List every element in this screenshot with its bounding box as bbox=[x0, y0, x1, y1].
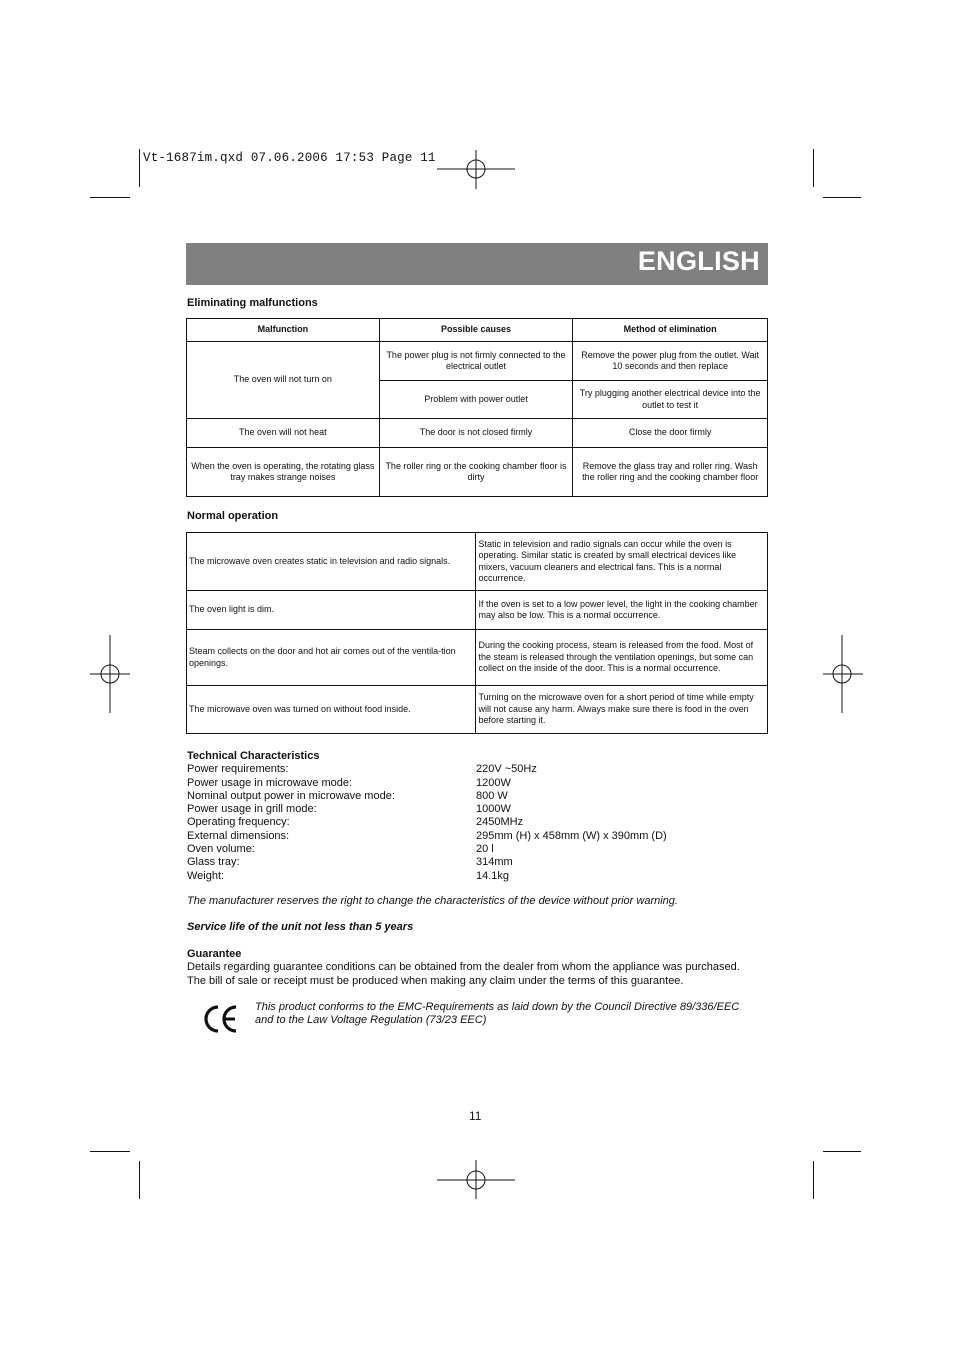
cause-cell: The power plug is not firmly connected to the electrical outlet bbox=[379, 342, 573, 381]
spec-value: 295mm (H) x 458mm (W) x 390mm (D) bbox=[476, 829, 667, 842]
column-header: Method of elimination bbox=[573, 319, 768, 342]
column-header: Malfunction bbox=[187, 319, 380, 342]
cause-cell: The door is not closed firmly bbox=[379, 419, 573, 448]
conformity-line-2: and to the Law Voltage Regulation (73/23 EEC) bbox=[255, 1014, 487, 1027]
guarantee-title: Guarantee bbox=[187, 948, 242, 960]
conformity-text bbox=[255, 1001, 739, 1028]
spec-row bbox=[187, 763, 537, 776]
spec-label: Glass tray: bbox=[187, 856, 240, 869]
table-row bbox=[187, 533, 768, 591]
column-header: Possible causes bbox=[379, 319, 573, 342]
spec-value: 1200W bbox=[476, 776, 511, 789]
spec-label: Operating frequency: bbox=[187, 816, 290, 829]
guarantee-section bbox=[187, 948, 740, 988]
technical-title: Technical Characteristics bbox=[187, 750, 320, 762]
method-cell: Remove the power plug from the outlet. Wait 10 seconds and then replace bbox=[573, 342, 768, 381]
malfunctions-title: Eliminating malfunctions bbox=[187, 297, 318, 309]
malfunction-cell: The oven will not heat bbox=[187, 419, 380, 448]
explanation-cell: If the oven is set to a low power level, the light in the cooking chamber may also be low. This is a normal occurrence. bbox=[476, 591, 768, 630]
manufacturer-note: The manufacturer reserves the right to change the characteristics of the device without prior warning. bbox=[187, 895, 678, 907]
spec-value: 314mm bbox=[476, 856, 513, 869]
method-cell: Try plugging another electrical device into the outlet to test it bbox=[573, 381, 768, 419]
malfunction-cell: The oven will not turn on bbox=[187, 342, 380, 419]
spec-row bbox=[187, 869, 510, 883]
situation-cell: The microwave oven was turned on without food inside. bbox=[187, 686, 476, 734]
cause-cell: The roller ring or the cooking chamber floor is dirty bbox=[379, 448, 573, 497]
malfunctions-table bbox=[186, 318, 768, 497]
language-banner bbox=[186, 243, 768, 285]
malfunction-cell: When the oven is operating, the rotating glass tray makes strange noises bbox=[187, 448, 380, 497]
registration-mark-right bbox=[823, 635, 863, 713]
technical-characteristics bbox=[187, 750, 667, 883]
method-cell: Remove the glass tray and roller ring. Wash the roller ring and the cooking chamber floor bbox=[573, 448, 768, 497]
spec-row bbox=[187, 789, 508, 803]
spec-label: Weight: bbox=[187, 869, 225, 882]
service-life-note: Service life of the unit not less than 5 years bbox=[187, 921, 414, 933]
table-row bbox=[187, 448, 768, 497]
conformity-line-1: This product conforms to the EMC-Requirements as laid down by the Council Directive 89/336/EEC bbox=[255, 1001, 740, 1013]
spec-row bbox=[187, 843, 494, 856]
spec-value: 1000W bbox=[476, 803, 511, 816]
language-title: ENGLISH bbox=[637, 246, 760, 276]
table-row bbox=[187, 591, 768, 630]
spec-label: Power requirements: bbox=[187, 763, 289, 776]
situation-cell: The microwave oven creates static in television and radio signals. bbox=[187, 533, 476, 591]
spec-label: Power usage in microwave mode: bbox=[187, 776, 353, 789]
ce-mark-icon bbox=[204, 1004, 238, 1034]
spec-row bbox=[187, 829, 667, 843]
situation-cell: Steam collects on the door and hot air comes out of the ventila-tion openings. bbox=[187, 630, 476, 686]
normal-operation-title: Normal operation bbox=[187, 510, 279, 522]
table-row bbox=[187, 630, 768, 686]
cause-cell: Problem with power outlet bbox=[379, 381, 573, 419]
table-row bbox=[187, 342, 768, 381]
guarantee-text-2: The bill of sale or receipt must be produced when making any claim under the terms of this guarantee. bbox=[187, 974, 684, 987]
explanation-cell: Turning on the microwave oven for a short period of time while empty will not cause any harm. Always make sure there is food in the oven before starting it. bbox=[476, 686, 768, 734]
registration-mark-bottom bbox=[437, 1160, 517, 1200]
file-slug: Vt-1687im.qxd 07.06.2006 17:53 Page 11 bbox=[143, 151, 436, 165]
spec-value: 20 l bbox=[476, 843, 494, 856]
explanation-cell: During the cooking process, steam is released from the food. Most of the steam is released through the ventilation openings, but some can collect on the inside of the door. This is a normal occurrence. bbox=[476, 630, 768, 686]
spec-value: 2450MHz bbox=[476, 816, 524, 829]
table-row bbox=[187, 419, 768, 448]
spec-row bbox=[187, 816, 524, 829]
spec-label: Power usage in grill mode: bbox=[187, 803, 317, 816]
situation-cell: The oven light is dim. bbox=[187, 591, 476, 630]
spec-label: External dimensions: bbox=[187, 829, 290, 842]
spec-value: 14.1kg bbox=[476, 869, 510, 882]
explanation-cell: Static in television and radio signals can occur while the oven is operating. Similar static is created by small electrical devices like mixers, vacuum cleaners and electrical fans. This is a normal occurrence. bbox=[476, 533, 768, 591]
table-row bbox=[187, 686, 768, 734]
registration-mark-top bbox=[437, 150, 517, 190]
method-cell: Close the door firmly bbox=[573, 419, 768, 448]
page-number: 11 bbox=[469, 1109, 482, 1123]
spec-value: 800 W bbox=[476, 789, 508, 802]
spec-row bbox=[187, 803, 511, 816]
spec-row bbox=[187, 776, 511, 790]
table-header-row bbox=[187, 319, 768, 342]
guarantee-text-1: Details regarding guarantee conditions can be obtained from the dealer from whom the appliance was purchased. bbox=[187, 961, 740, 974]
registration-mark-left bbox=[90, 635, 130, 713]
spec-value: 220V ~50Hz bbox=[476, 763, 537, 776]
spec-label: Oven volume: bbox=[187, 843, 255, 856]
normal-operation-table bbox=[186, 532, 768, 734]
spec-label: Nominal output power in microwave mode: bbox=[187, 789, 395, 802]
spec-row bbox=[187, 856, 513, 869]
